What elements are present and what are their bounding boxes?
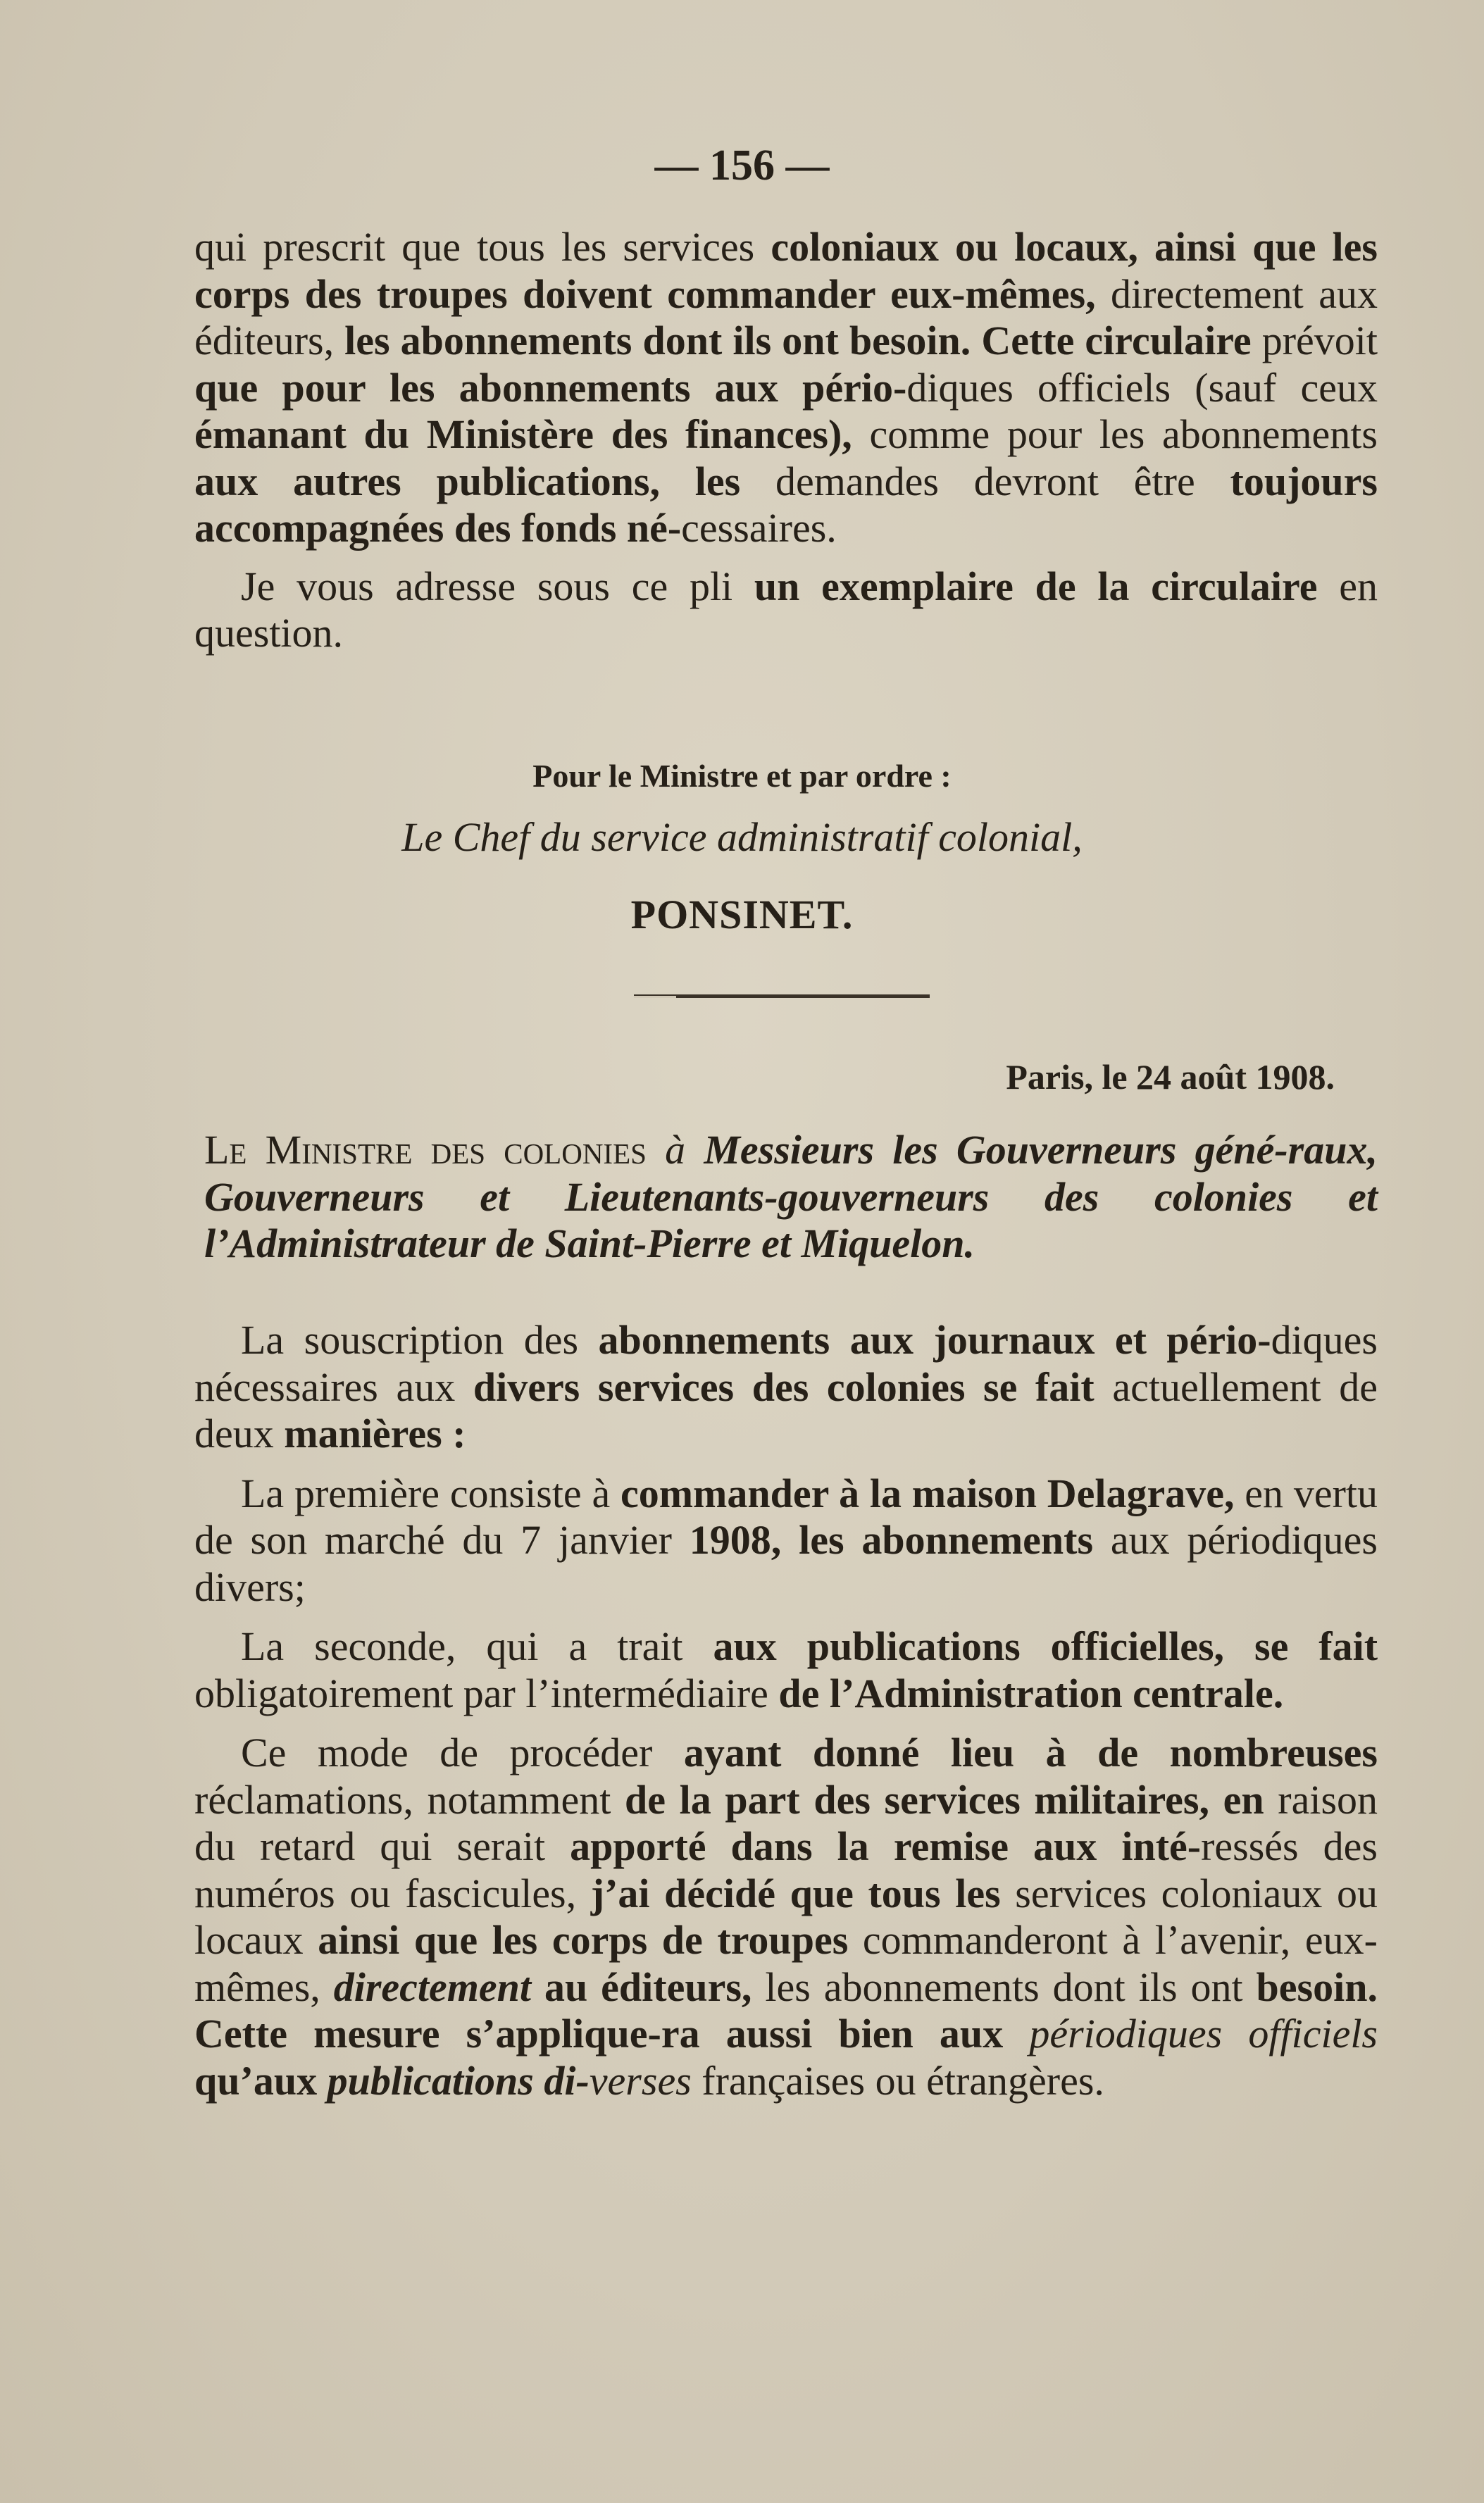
text-span: actuellement de deux [194,1363,1378,1456]
body-paragraph-4 [194,1730,1378,2104]
body-paragraph-2 [194,1471,1378,1611]
text-span: Le [204,1127,266,1173]
text-span: de la part des services militaires, en [625,1776,1264,1823]
text-span: de l’Administration centrale. [778,1670,1284,1716]
text-span: les abonnements dont ils ont besoin. Cette circulaire [344,318,1262,363]
text-span: prévoit [1261,318,1378,363]
text-span: réclamations, notamment [194,1776,625,1823]
text-span: qui prescrit que tous les services [194,224,771,270]
text-span: les abonnements dont ils ont [752,1964,1257,2010]
signature-intro: Pour le Ministre et par ordre : [532,758,952,794]
text-span: aux autres publications, les [194,458,741,504]
text-span: aux périodiques divers; [194,1517,1378,1610]
address-block [204,1127,1378,1268]
text-span: La souscription des [241,1317,599,1363]
text-span: verses [589,2057,692,2104]
text-span: françaises ou étrangères. [691,2057,1104,2104]
text-span: j’ai décidé que tous les [590,1870,1001,1916]
text-span: publications di- [327,2057,590,2104]
text-span: services coloniaux ou locaux [194,1870,1378,1963]
text-span: La seconde, qui a trait [241,1623,713,1669]
text-span: ainsi que les corps de troupes [318,1917,849,1963]
signature-title: Le Chef du service administratif colonial, [401,814,1083,860]
body-paragraph-3 [194,1623,1378,1717]
body-text-block [194,1317,1378,2104]
text-span: cessaires. [681,505,837,551]
text-span: Je vous adresse sous ce pli [241,563,754,609]
text-span: commander à la maison Delagrave, [620,1470,1235,1516]
text-span: besoin. Cette mesure s’applique- [194,1964,1378,2056]
text-span: 1908, les abonnements [689,1517,1094,1563]
text-span: ra aussi bien aux [661,2011,1030,2056]
separator-rule [634,994,930,998]
text-span: comme pour les abonnements [852,411,1378,457]
text-span: Messieurs les Gouverneurs géné-raux, Gouverneurs et Lieutenants-gouverneurs des colonies et l’Administrateur de Saint-Pierre et Miquelon. [204,1127,1378,1266]
text-span: diques nécessaires aux [194,1317,1378,1410]
text-span: qu’aux [194,2057,328,2104]
text-span: abonnements aux journaux et pério- [598,1317,1271,1363]
page-number: — 156 — [654,142,830,189]
text-span: toujours accompagnées des fonds né- [194,458,1378,551]
text-span: un exemplaire de la circulaire [754,563,1318,609]
text-span: demandes devront être [740,458,1230,504]
text-span: que pour les abonnements aux pério- [194,364,907,411]
text-span: aux publications officielles, se fait [713,1623,1378,1669]
text-span: ayant donné lieu à de nombreuses [683,1730,1378,1775]
text-span: en vertu de son marché du 7 janvier [194,1470,1378,1563]
text-span: coloniaux ou locaux, ainsi que les corps des troupes doivent commander eux-mêmes, [194,224,1378,317]
text-span: à [646,1127,704,1173]
text-span: La première consiste à [241,1470,621,1516]
intro-text-block [194,224,1378,657]
text-span: directement [333,1964,531,2010]
text-span: raison du retard qui serait [194,1776,1378,1869]
text-span: directement aux éditeurs, [194,270,1378,363]
text-span: commanderont à l’avenir, eux-mêmes, [194,1917,1378,2010]
second-paragraph [194,563,1378,657]
text-span: manières : [284,1411,466,1456]
intro-paragraph [194,224,1378,552]
signature-name: PONSINET. [630,892,854,937]
text-span: en question. [194,563,1378,656]
body-paragraph-1 [194,1317,1378,1458]
date-line: Paris, le 24 août 1908. [1006,1057,1335,1097]
address-paragraph [204,1127,1378,1268]
text-span: divers services des colonies se fait [473,1363,1095,1410]
text-span: Ce mode de procéder [241,1730,684,1775]
text-span: périodiques officiels [1029,2011,1378,2056]
text-span: ressés des numéros ou fascicules, [194,1823,1378,1916]
text-span: émanant du Ministère des finances), [194,411,852,457]
text-span: obligatoirement par l’intermédiaire [194,1670,779,1716]
text-span: diques officiels (sauf ceux [906,364,1378,411]
text-span: Ministre des colonies [265,1127,647,1173]
separator-rule-fade [634,996,676,998]
text-span: apporté dans la remise aux inté- [570,1823,1202,1869]
text-span: au éditeurs, [531,1964,752,2010]
